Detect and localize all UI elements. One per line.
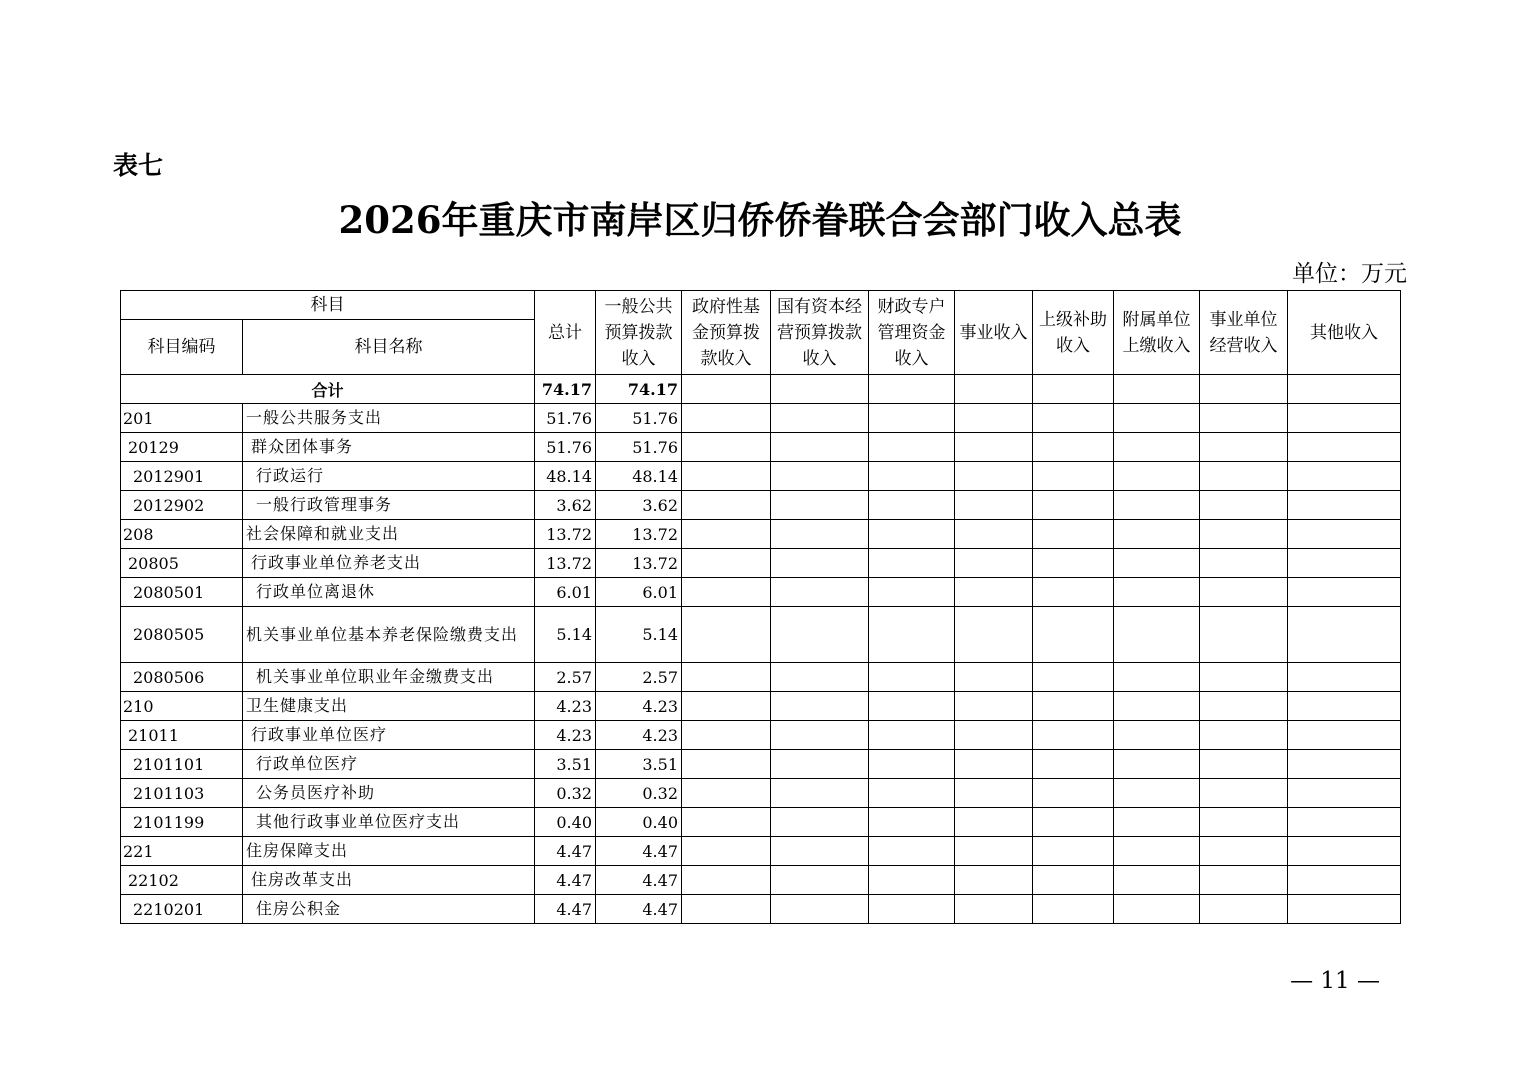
empty-cell — [869, 692, 955, 721]
empty-cell — [1288, 491, 1401, 520]
empty-cell — [869, 520, 955, 549]
header-total: 总计 — [535, 291, 596, 375]
row-name: 公务员医疗补助 — [243, 779, 535, 808]
row-code: 2210201 — [121, 895, 243, 924]
row-total: 4.47 — [535, 866, 596, 895]
table-row — [121, 491, 1401, 520]
empty-cell — [1200, 578, 1288, 607]
empty-cell — [869, 549, 955, 578]
empty-cell — [955, 607, 1033, 663]
row-general: 13.72 — [596, 549, 682, 578]
empty-cell — [1033, 433, 1114, 462]
row-total: 4.47 — [535, 837, 596, 866]
revenue-table — [120, 290, 1401, 924]
empty-cell — [1114, 549, 1200, 578]
row-code: 201 — [121, 404, 243, 433]
empty-cell — [1114, 692, 1200, 721]
table-row — [121, 549, 1401, 578]
header-subject-name: 科目名称 — [243, 320, 535, 375]
row-code: 2080506 — [121, 663, 243, 692]
empty-cell — [1200, 491, 1288, 520]
empty-cell — [1288, 837, 1401, 866]
table-row — [121, 433, 1401, 462]
empty-cell — [869, 578, 955, 607]
row-general: 4.47 — [596, 866, 682, 895]
header-subject: 科目 — [121, 291, 535, 320]
empty-cell — [869, 491, 955, 520]
header-affiliated: 附属单位上缴收入 — [1114, 291, 1200, 375]
total-label: 合计 — [121, 375, 535, 404]
empty-cell — [771, 549, 869, 578]
empty-cell — [682, 692, 771, 721]
empty-cell — [1288, 750, 1401, 779]
header-general-budget: 一般公共预算拨款收入 — [596, 291, 682, 375]
empty-cell — [682, 866, 771, 895]
row-code: 2080505 — [121, 607, 243, 663]
header-fiscal-special: 财政专户管理资金收入 — [869, 291, 955, 375]
row-general: 6.01 — [596, 578, 682, 607]
row-total: 3.51 — [535, 750, 596, 779]
empty-cell — [682, 895, 771, 924]
total-row — [121, 375, 1401, 404]
empty-cell — [869, 462, 955, 491]
empty-cell — [1200, 462, 1288, 491]
header-state-capital: 国有资本经营预算拨款收入 — [771, 291, 869, 375]
row-name: 行政运行 — [243, 462, 535, 491]
empty-cell — [869, 607, 955, 663]
empty-cell — [1200, 721, 1288, 750]
table-row — [121, 607, 1401, 663]
empty-cell — [771, 895, 869, 924]
row-name: 行政单位离退休 — [243, 578, 535, 607]
row-name: 住房公积金 — [243, 895, 535, 924]
row-name: 行政事业单位养老支出 — [243, 549, 535, 578]
row-name: 住房改革支出 — [243, 866, 535, 895]
empty-cell — [869, 404, 955, 433]
empty-cell — [1200, 692, 1288, 721]
empty-cell — [1288, 808, 1401, 837]
header-gov-fund: 政府性基金预算拨款收入 — [682, 291, 771, 375]
empty-cell — [1288, 692, 1401, 721]
row-general: 3.62 — [596, 491, 682, 520]
empty-cell — [1288, 721, 1401, 750]
empty-cell — [1114, 895, 1200, 924]
empty-cell — [869, 837, 955, 866]
empty-cell — [771, 837, 869, 866]
empty-cell — [682, 779, 771, 808]
table-row — [121, 663, 1401, 692]
empty-cell — [1200, 433, 1288, 462]
empty-cell — [1114, 750, 1200, 779]
empty-cell — [1288, 549, 1401, 578]
empty-cell — [1200, 750, 1288, 779]
row-total: 13.72 — [535, 549, 596, 578]
header-subject-code: 科目编码 — [121, 320, 243, 375]
empty-cell — [1033, 404, 1114, 433]
empty-cell — [869, 721, 955, 750]
empty-cell — [771, 779, 869, 808]
row-name: 卫生健康支出 — [243, 692, 535, 721]
row-code: 2080501 — [121, 578, 243, 607]
empty-cell — [955, 663, 1033, 692]
empty-cell — [1200, 663, 1288, 692]
row-code: 2101199 — [121, 808, 243, 837]
empty-cell — [771, 750, 869, 779]
empty-cell — [1200, 549, 1288, 578]
empty-cell — [1288, 663, 1401, 692]
empty-cell — [1033, 750, 1114, 779]
empty-cell — [1288, 578, 1401, 607]
row-name: 行政单位医疗 — [243, 750, 535, 779]
empty-cell — [1288, 866, 1401, 895]
empty-cell — [1033, 866, 1114, 895]
row-code: 20129 — [121, 433, 243, 462]
empty-cell — [1288, 404, 1401, 433]
empty-cell — [771, 520, 869, 549]
empty-cell — [771, 663, 869, 692]
header-other: 其他收入 — [1288, 291, 1401, 375]
row-code: 208 — [121, 520, 243, 549]
table-row — [121, 462, 1401, 491]
row-general: 5.14 — [596, 607, 682, 663]
row-general: 48.14 — [596, 462, 682, 491]
empty-cell — [955, 837, 1033, 866]
total-general: 74.17 — [596, 375, 682, 404]
empty-cell — [955, 895, 1033, 924]
empty-cell — [682, 578, 771, 607]
row-total: 4.23 — [535, 692, 596, 721]
row-code: 2012901 — [121, 462, 243, 491]
empty-cell — [1033, 779, 1114, 808]
empty-cell — [771, 404, 869, 433]
empty-cell — [955, 692, 1033, 721]
empty-cell — [1114, 520, 1200, 549]
empty-cell — [955, 462, 1033, 491]
table-row — [121, 866, 1401, 895]
table-row — [121, 520, 1401, 549]
empty-cell — [771, 462, 869, 491]
empty-cell — [1200, 837, 1288, 866]
row-name: 一般公共服务支出 — [243, 404, 535, 433]
row-general: 51.76 — [596, 404, 682, 433]
empty-cell — [955, 750, 1033, 779]
document-title: 2026年重庆市南岸区归侨侨眷联合会部门收入总表 — [338, 198, 1182, 242]
empty-cell — [1114, 779, 1200, 808]
row-name: 群众团体事务 — [243, 433, 535, 462]
empty-cell — [1033, 721, 1114, 750]
empty-cell — [1033, 549, 1114, 578]
empty-cell — [682, 607, 771, 663]
row-total: 2.57 — [535, 663, 596, 692]
empty-cell — [1114, 808, 1200, 837]
empty-cell — [1033, 663, 1114, 692]
empty-cell — [1200, 404, 1288, 433]
empty-cell — [771, 808, 869, 837]
table-label: 表七 — [113, 151, 164, 180]
empty-cell — [1033, 578, 1114, 607]
row-total: 51.76 — [535, 404, 596, 433]
empty-cell — [869, 663, 955, 692]
header-business: 事业收入 — [955, 291, 1033, 375]
row-name: 一般行政管理事务 — [243, 491, 535, 520]
empty-cell — [1114, 462, 1200, 491]
empty-cell — [1288, 433, 1401, 462]
row-name: 社会保障和就业支出 — [243, 520, 535, 549]
empty-cell — [1200, 607, 1288, 663]
row-general: 0.40 — [596, 808, 682, 837]
table-row — [121, 578, 1401, 607]
empty-cell — [1288, 462, 1401, 491]
empty-cell — [955, 721, 1033, 750]
empty-cell — [1288, 520, 1401, 549]
empty-cell — [682, 750, 771, 779]
row-name: 住房保障支出 — [243, 837, 535, 866]
row-name: 机关事业单位基本养老保险缴费支出 — [243, 607, 535, 663]
table-row — [121, 779, 1401, 808]
empty-cell — [1114, 491, 1200, 520]
empty-cell — [1200, 520, 1288, 549]
row-total: 51.76 — [535, 433, 596, 462]
empty-cell — [955, 433, 1033, 462]
empty-cell — [1200, 779, 1288, 808]
empty-cell — [771, 866, 869, 895]
empty-cell — [1200, 808, 1288, 837]
row-general: 3.51 — [596, 750, 682, 779]
empty-cell — [869, 750, 955, 779]
empty-cell — [771, 607, 869, 663]
row-code: 21011 — [121, 721, 243, 750]
table-row — [121, 692, 1401, 721]
row-total: 4.23 — [535, 721, 596, 750]
row-general: 4.23 — [596, 692, 682, 721]
empty-cell — [955, 808, 1033, 837]
empty-cell — [1200, 895, 1288, 924]
empty-cell — [955, 549, 1033, 578]
empty-cell — [1288, 607, 1401, 663]
row-code: 20805 — [121, 549, 243, 578]
empty-cell — [1200, 866, 1288, 895]
empty-cell — [955, 404, 1033, 433]
row-total: 6.01 — [535, 578, 596, 607]
empty-cell — [955, 779, 1033, 808]
row-total: 4.47 — [535, 895, 596, 924]
empty-cell — [682, 433, 771, 462]
empty-cell — [771, 433, 869, 462]
empty-cell — [1033, 462, 1114, 491]
table-row — [121, 808, 1401, 837]
empty-cell — [955, 520, 1033, 549]
row-total: 13.72 — [535, 520, 596, 549]
row-total: 3.62 — [535, 491, 596, 520]
row-general: 13.72 — [596, 520, 682, 549]
row-code: 2101103 — [121, 779, 243, 808]
row-general: 51.76 — [596, 433, 682, 462]
row-name: 其他行政事业单位医疗支出 — [243, 808, 535, 837]
row-general: 4.23 — [596, 721, 682, 750]
header-operating: 事业单位经营收入 — [1200, 291, 1288, 375]
empty-cell — [682, 721, 771, 750]
row-name: 机关事业单位职业年金缴费支出 — [243, 663, 535, 692]
row-total: 0.32 — [535, 779, 596, 808]
row-total: 0.40 — [535, 808, 596, 837]
empty-cell — [955, 491, 1033, 520]
empty-cell — [1033, 895, 1114, 924]
empty-cell — [682, 549, 771, 578]
empty-cell — [682, 520, 771, 549]
empty-cell — [1114, 433, 1200, 462]
row-general: 4.47 — [596, 837, 682, 866]
row-general: 2.57 — [596, 663, 682, 692]
empty-cell — [955, 578, 1033, 607]
empty-cell — [869, 895, 955, 924]
table-row — [121, 721, 1401, 750]
empty-cell — [869, 433, 955, 462]
total-sum: 74.17 — [535, 375, 596, 404]
table-row — [121, 750, 1401, 779]
row-code: 22102 — [121, 866, 243, 895]
empty-cell — [955, 866, 1033, 895]
empty-cell — [771, 491, 869, 520]
row-name: 行政事业单位医疗 — [243, 721, 535, 750]
row-total: 5.14 — [535, 607, 596, 663]
empty-cell — [682, 837, 771, 866]
empty-cell — [682, 663, 771, 692]
row-general: 4.47 — [596, 895, 682, 924]
empty-cell — [1033, 837, 1114, 866]
empty-cell — [682, 462, 771, 491]
empty-cell — [869, 808, 955, 837]
empty-cell — [1114, 663, 1200, 692]
empty-cell — [1033, 692, 1114, 721]
table-row — [121, 895, 1401, 924]
empty-cell — [771, 692, 869, 721]
empty-cell — [1114, 837, 1200, 866]
empty-cell — [1114, 866, 1200, 895]
empty-cell — [1114, 721, 1200, 750]
empty-cell — [1033, 607, 1114, 663]
page-number: — 11 — — [1290, 968, 1380, 994]
table-row — [121, 837, 1401, 866]
empty-cell — [1114, 404, 1200, 433]
empty-cell — [682, 491, 771, 520]
empty-cell — [1033, 491, 1114, 520]
row-total: 48.14 — [535, 462, 596, 491]
empty-cell — [682, 808, 771, 837]
unit-label: 单位：万元 — [1292, 261, 1407, 287]
empty-cell — [1288, 895, 1401, 924]
row-code: 221 — [121, 837, 243, 866]
row-general: 0.32 — [596, 779, 682, 808]
empty-cell — [1033, 520, 1114, 549]
row-code: 2101101 — [121, 750, 243, 779]
row-code: 210 — [121, 692, 243, 721]
empty-cell — [1114, 578, 1200, 607]
header-superior-subsidy: 上级补助收入 — [1033, 291, 1114, 375]
empty-cell — [771, 578, 869, 607]
table-row — [121, 404, 1401, 433]
empty-cell — [1114, 607, 1200, 663]
empty-cell — [1033, 808, 1114, 837]
empty-cell — [682, 404, 771, 433]
empty-cell — [771, 721, 869, 750]
empty-cell — [1288, 779, 1401, 808]
empty-cell — [869, 866, 955, 895]
empty-cell — [869, 779, 955, 808]
row-code: 2012902 — [121, 491, 243, 520]
